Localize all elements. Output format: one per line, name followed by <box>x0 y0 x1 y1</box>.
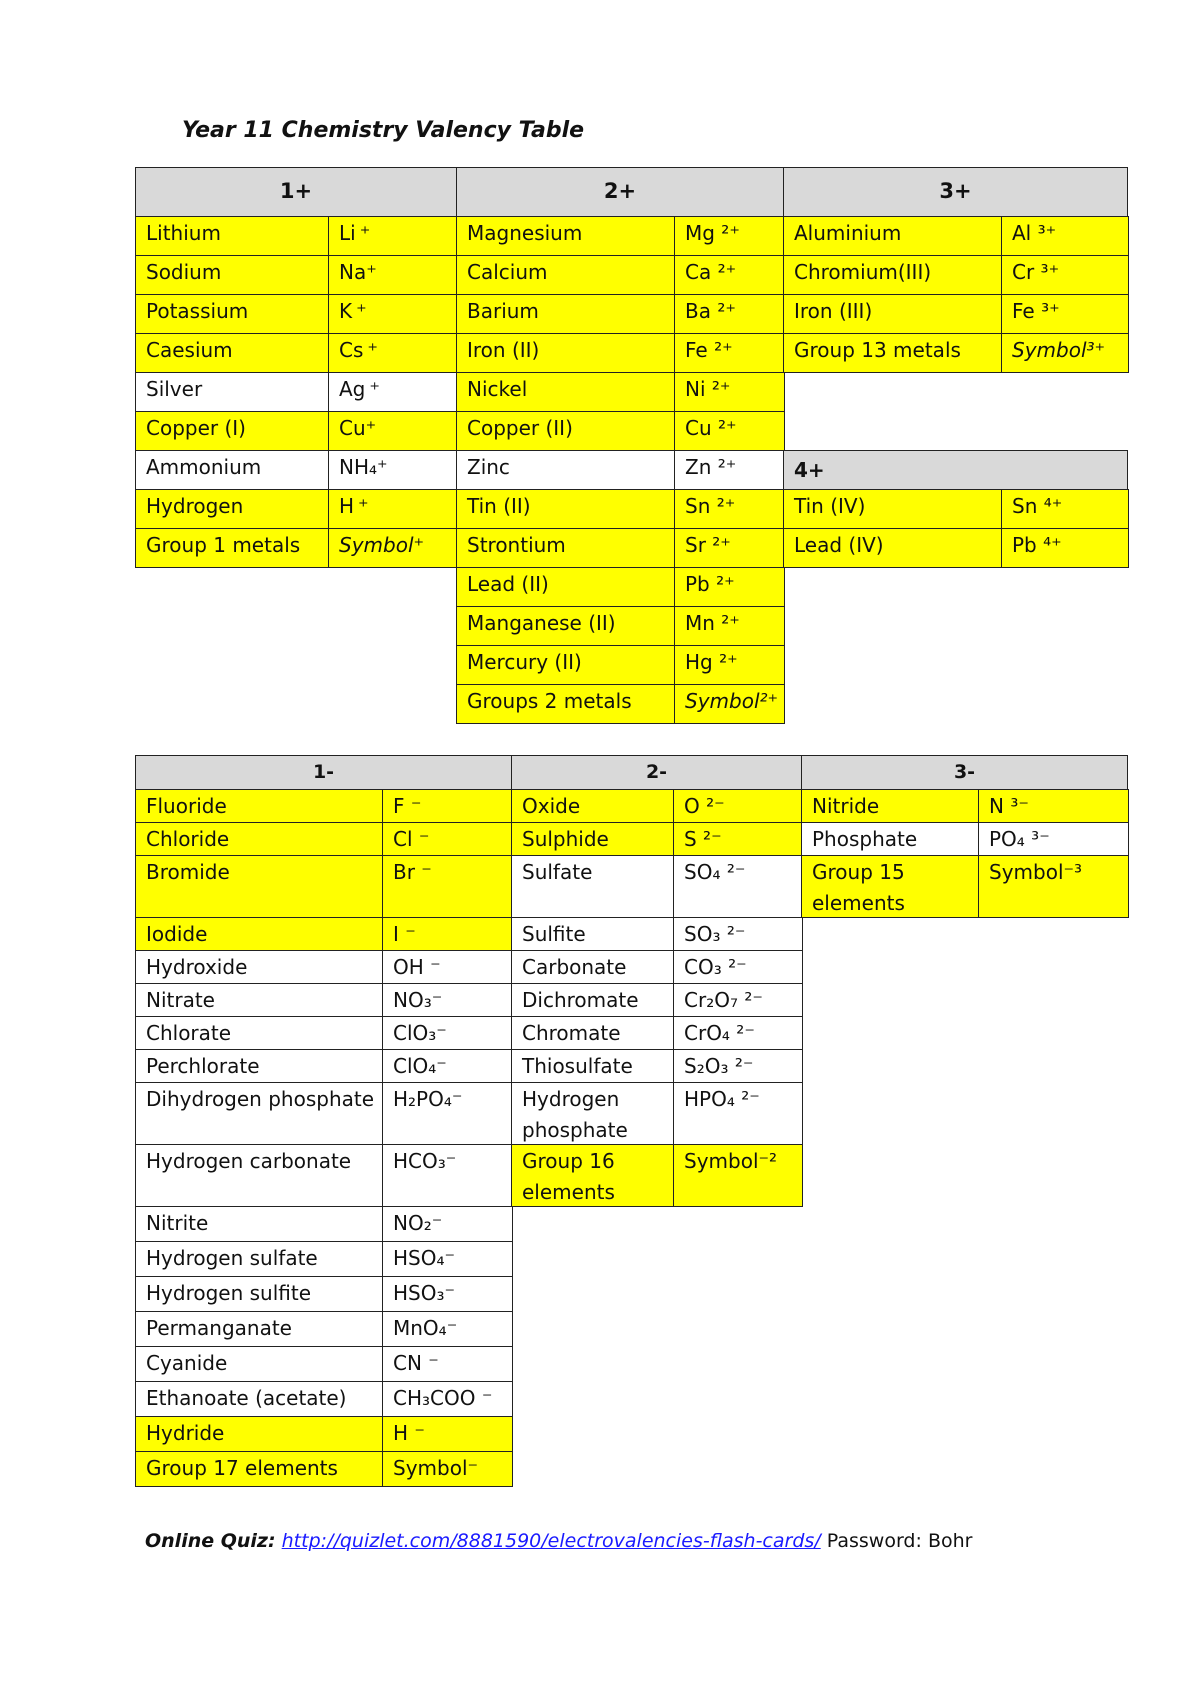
cation-2-plus-symbol: Zn ²⁺ <box>674 450 785 490</box>
anion-1-minus-name: Hydroxide <box>135 950 383 984</box>
cation-2-plus-name: Nickel <box>456 372 675 412</box>
cation-1-plus-name: Group 1 metals <box>135 528 329 568</box>
anion-2-minus-symbol: CrO₄ ²⁻ <box>673 1016 803 1050</box>
quiz-link[interactable]: http://quizlet.com/8881590/electrovalencies-flash-cards/ <box>281 1530 821 1552</box>
cation-2-plus-name: Copper (II) <box>456 411 675 451</box>
anion-2-minus-symbol: S₂O₃ ²⁻ <box>673 1049 803 1083</box>
cation-1-plus-name: Silver <box>135 372 329 412</box>
cation-1-plus-name: Lithium <box>135 216 329 256</box>
anion-1-minus-symbol: OH ⁻ <box>382 950 513 984</box>
anion-2-minus-symbol: S ²⁻ <box>673 822 803 856</box>
cation-4-plus-symbol: Pb ⁴⁺ <box>1001 528 1129 568</box>
anion-3-minus-symbol: N ³⁻ <box>978 789 1129 823</box>
anion-2-minus-name: Oxide <box>511 789 674 823</box>
anion-1-minus-name: Iodide <box>135 917 383 951</box>
anion-3-minus-name: Phosphate <box>801 822 979 856</box>
online-quiz-label: Online Quiz: <box>145 1530 276 1552</box>
anion-2-minus-symbol: O ²⁻ <box>673 789 803 823</box>
anion-1-minus-name: Hydrogen carbonate <box>135 1144 383 1207</box>
cation-1-plus-name: Ammonium <box>135 450 329 490</box>
header-3-minus: 3- <box>801 755 1128 790</box>
anion-1-minus-symbol: ClO₃⁻ <box>382 1016 513 1050</box>
anion-1-minus-symbol: Symbol⁻ <box>382 1451 513 1487</box>
cation-1-plus-symbol: H ⁺ <box>328 489 458 529</box>
anion-1-minus-name: Group 17 elements <box>135 1451 383 1487</box>
anion-1-minus-name: Ethanoate (acetate) <box>135 1381 383 1417</box>
cation-4-plus-name: Tin (IV) <box>783 489 1002 529</box>
anion-1-minus-name: Nitrate <box>135 983 383 1017</box>
cation-3-plus-name: Iron (III) <box>783 294 1002 334</box>
anion-1-minus-symbol: Br ⁻ <box>382 855 513 918</box>
cation-2-plus-name: Groups 2 metals <box>456 684 675 724</box>
cation-1-plus-symbol: NH₄⁺ <box>328 450 458 490</box>
anion-1-minus-name: Permanganate <box>135 1311 383 1347</box>
anion-1-minus-symbol: F ⁻ <box>382 789 513 823</box>
cation-1-plus-name: Caesium <box>135 333 329 373</box>
cation-3-plus-symbol: Fe ³⁺ <box>1001 294 1129 334</box>
cation-4-plus-name: Lead (IV) <box>783 528 1002 568</box>
cation-1-plus-symbol: Li ⁺ <box>328 216 458 256</box>
cation-1-plus-symbol: Cs ⁺ <box>328 333 458 373</box>
cation-1-plus-name: Copper (I) <box>135 411 329 451</box>
anion-2-minus-symbol: SO₃ ²⁻ <box>673 917 803 951</box>
header-2-plus: 2+ <box>456 167 784 217</box>
anion-1-minus-name: Perchlorate <box>135 1049 383 1083</box>
anion-2-minus-name: Dichromate <box>511 983 674 1017</box>
cation-3-plus-name: Chromium(III) <box>783 255 1002 295</box>
anion-2-minus-name: Sulfite <box>511 917 674 951</box>
header-1-plus: 1+ <box>135 167 457 217</box>
anion-1-minus-name: Bromide <box>135 855 383 918</box>
anion-2-minus-name: Thiosulfate <box>511 1049 674 1083</box>
cation-3-plus-name: Group 13 metals <box>783 333 1002 373</box>
cation-2-plus-symbol: Fe ²⁺ <box>674 333 785 373</box>
cation-2-plus-name: Tin (II) <box>456 489 675 529</box>
cation-2-plus-symbol: Pb ²⁺ <box>674 567 785 607</box>
cation-2-plus-symbol: Sn ²⁺ <box>674 489 785 529</box>
cation-2-plus-symbol: Symbol²⁺ <box>674 684 785 724</box>
cation-2-plus-symbol: Ni ²⁺ <box>674 372 785 412</box>
anion-1-minus-name: Cyanide <box>135 1346 383 1382</box>
anion-3-minus-name: Group 15 elements <box>801 855 979 918</box>
anion-1-minus-symbol: NO₂⁻ <box>382 1206 513 1242</box>
cation-2-plus-name: Barium <box>456 294 675 334</box>
anion-3-minus-name: Nitride <box>801 789 979 823</box>
anion-1-minus-symbol: H₂PO₄⁻ <box>382 1082 513 1145</box>
online-quiz-line <box>145 1530 972 1552</box>
cation-2-plus-name: Mercury (II) <box>456 645 675 685</box>
anion-1-minus-symbol: NO₃⁻ <box>382 983 513 1017</box>
anion-1-minus-name: Hydrogen sulfate <box>135 1241 383 1277</box>
anion-2-minus-symbol: HPO₄ ²⁻ <box>673 1082 803 1145</box>
cation-1-plus-name: Hydrogen <box>135 489 329 529</box>
page-title: Year 11 Chemistry Valency Table <box>182 118 585 143</box>
anion-1-minus-symbol: ClO₄⁻ <box>382 1049 513 1083</box>
cation-1-plus-symbol: Cu⁺ <box>328 411 458 451</box>
anion-1-minus-name: Dihydrogen phosphate <box>135 1082 383 1145</box>
anion-2-minus-name: Chromate <box>511 1016 674 1050</box>
anion-1-minus-symbol: CH₃COO ⁻ <box>382 1381 513 1417</box>
cation-2-plus-name: Strontium <box>456 528 675 568</box>
header-4-plus: 4+ <box>783 450 1128 490</box>
cation-2-plus-name: Calcium <box>456 255 675 295</box>
anion-1-minus-symbol: MnO₄⁻ <box>382 1311 513 1347</box>
anion-2-minus-name: Sulphide <box>511 822 674 856</box>
anion-1-minus-symbol: I ⁻ <box>382 917 513 951</box>
cation-3-plus-symbol: Cr ³⁺ <box>1001 255 1129 295</box>
cation-2-plus-name: Magnesium <box>456 216 675 256</box>
cation-3-plus-symbol: Al ³⁺ <box>1001 216 1129 256</box>
cation-2-plus-name: Zinc <box>456 450 675 490</box>
anion-1-minus-symbol: Cl ⁻ <box>382 822 513 856</box>
cation-1-plus-name: Sodium <box>135 255 329 295</box>
cation-2-plus-name: Manganese (II) <box>456 606 675 646</box>
cation-2-plus-name: Lead (II) <box>456 567 675 607</box>
anion-1-minus-symbol: HSO₄⁻ <box>382 1241 513 1277</box>
anion-1-minus-symbol: HSO₃⁻ <box>382 1276 513 1312</box>
cation-1-plus-symbol: K ⁺ <box>328 294 458 334</box>
anion-2-minus-name: Carbonate <box>511 950 674 984</box>
anion-1-minus-name: Chloride <box>135 822 383 856</box>
cation-2-plus-symbol: Hg ²⁺ <box>674 645 785 685</box>
anion-2-minus-symbol: Symbol⁻² <box>673 1144 803 1207</box>
anion-1-minus-name: Fluoride <box>135 789 383 823</box>
anion-1-minus-name: Chlorate <box>135 1016 383 1050</box>
header-2-minus: 2- <box>511 755 802 790</box>
cation-3-plus-symbol: Symbol³⁺ <box>1001 333 1129 373</box>
cation-4-plus-symbol: Sn ⁴⁺ <box>1001 489 1129 529</box>
anion-1-minus-name: Hydrogen sulfite <box>135 1276 383 1312</box>
anion-1-minus-name: Hydride <box>135 1416 383 1452</box>
anion-1-minus-symbol: CN ⁻ <box>382 1346 513 1382</box>
anion-2-minus-name: Sulfate <box>511 855 674 918</box>
cation-1-plus-symbol: Ag ⁺ <box>328 372 458 412</box>
cation-1-plus-symbol: Symbol⁺ <box>328 528 458 568</box>
quiz-password: Password: Bohr <box>826 1530 973 1552</box>
anion-1-minus-name: Nitrite <box>135 1206 383 1242</box>
anion-1-minus-symbol: H ⁻ <box>382 1416 513 1452</box>
cation-1-plus-name: Potassium <box>135 294 329 334</box>
cation-2-plus-symbol: Cu ²⁺ <box>674 411 785 451</box>
cation-2-plus-symbol: Ba ²⁺ <box>674 294 785 334</box>
cation-2-plus-symbol: Ca ²⁺ <box>674 255 785 295</box>
cation-3-plus-name: Aluminium <box>783 216 1002 256</box>
cation-2-plus-symbol: Mg ²⁺ <box>674 216 785 256</box>
anion-2-minus-symbol: Cr₂O₇ ²⁻ <box>673 983 803 1017</box>
anion-2-minus-symbol: CO₃ ²⁻ <box>673 950 803 984</box>
cation-2-plus-symbol: Mn ²⁺ <box>674 606 785 646</box>
anion-3-minus-symbol: PO₄ ³⁻ <box>978 822 1129 856</box>
anion-1-minus-symbol: HCO₃⁻ <box>382 1144 513 1207</box>
cation-2-plus-name: Iron (II) <box>456 333 675 373</box>
cation-1-plus-symbol: Na⁺ <box>328 255 458 295</box>
cation-2-plus-symbol: Sr ²⁺ <box>674 528 785 568</box>
header-3-plus: 3+ <box>783 167 1128 217</box>
anion-2-minus-name: Hydrogen phosphate <box>511 1082 674 1145</box>
anion-2-minus-name: Group 16 elements <box>511 1144 674 1207</box>
header-1-minus: 1- <box>135 755 512 790</box>
anion-2-minus-symbol: SO₄ ²⁻ <box>673 855 803 918</box>
anion-3-minus-symbol: Symbol⁻³ <box>978 855 1129 918</box>
